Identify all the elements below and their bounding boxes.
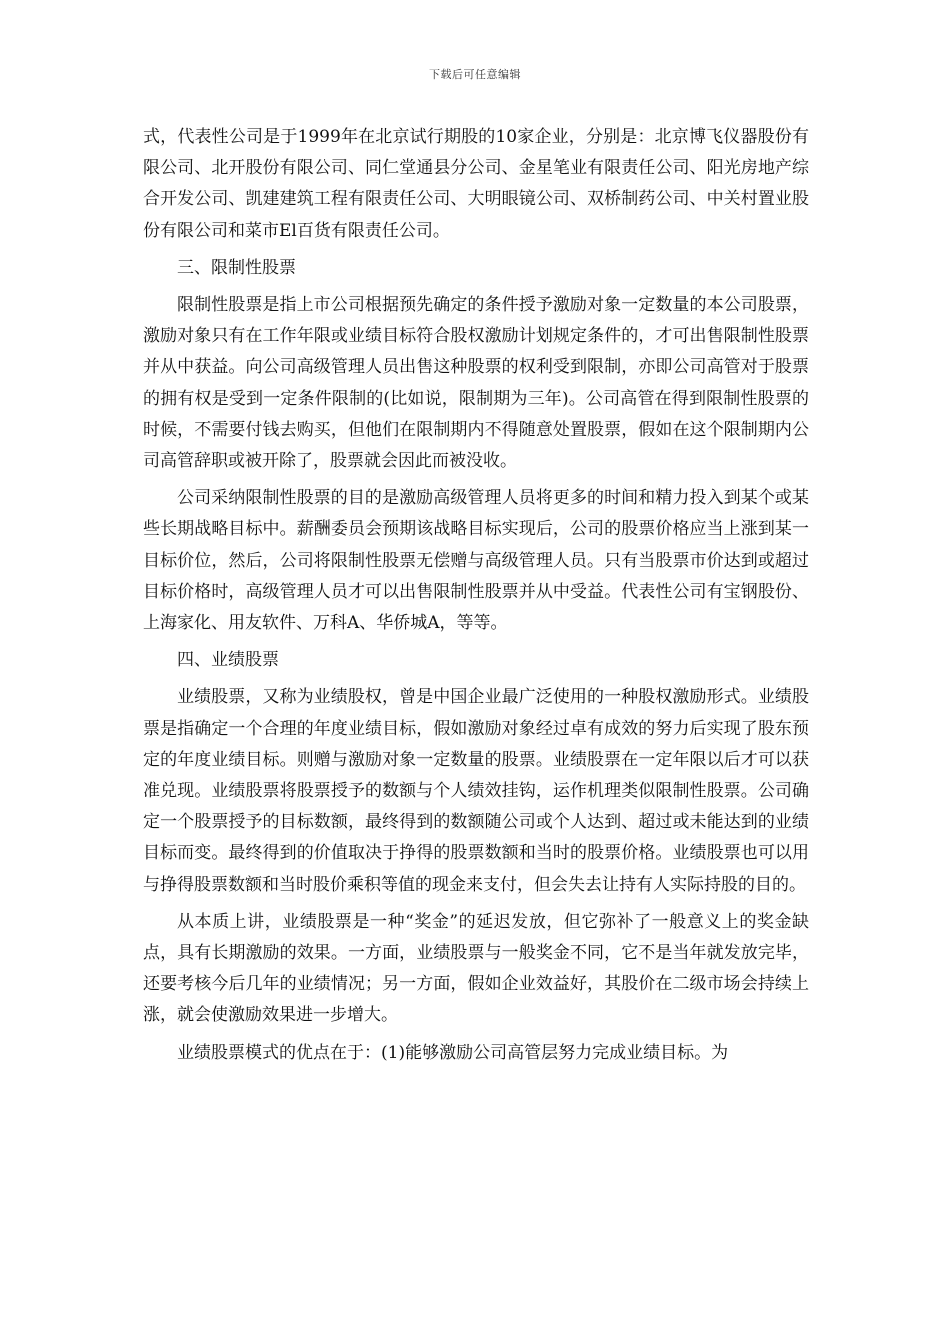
page-header: 下载后可任意编辑 xyxy=(429,68,521,81)
paragraph-performance-stock-advantages: 业绩股票模式的优点在于：(1)能够激励公司高管层努力完成业绩目标。为 xyxy=(177,1042,729,1063)
document-body xyxy=(143,122,809,1075)
paragraph-restricted-stock-purpose: 公司采纳限制性股票的目的是激励高级管理人员将更多的时间和精力投入到某个或某些长期战略目标中。薪酬委员会预期该战略目标实现后，公司的股票价格应当上涨到某一目标价位，然后，公司将限制性股票无偿赠与高级管理人员。只有当股票市价达到或超过目标价格时，高级管理人员才可以出售限制性股票并从中受益。代表性公司有宝钢股份、上海家化、用友软件、万科A、华侨城A，等等。 xyxy=(143,488,809,634)
paragraph-performance-stock-definition: 业绩股票，又称为业绩股权，曾是中国企业最广泛使用的一种股权激励形式。业绩股票是指确定一个合理的年度业绩目标，假如激励对象经过卓有成效的努力后实现了股东预定的年度业绩目标。则赠与激励对象一定数量的股票。业绩股票在一定年限以后才可以获准兑现。业绩股票将股票授予的数额与个人绩效挂钩，运作机理类似限制性股票。公司确定一个股票授予的目标数额，最终得到的数额随公司或个人达到、超过或未能达到的业绩目标而变。最终得到的价值取决于挣得的股票数额和当时的股票价格。业绩股票也可以用与挣得股票数额和当时股价乘积等值的现金来支付，但会失去让持有人实际持股的目的。 xyxy=(143,687,809,895)
paragraph-restricted-stock-definition: 限制性股票是指上市公司根据预先确定的条件授予激励对象一定数量的本公司股票，激励对象只有在工作年限或业绩目标符合股权激励计划规定条件的，才可出售限制性股票并从中获益。向公司高级管理人员出售这种股票的权利受到限制，亦即公司高管对于股票的拥有权是受到一定条件限制的(比如说，限制期为三年)。公司高管在得到限制性股票的时候，不需要付钱去购买，但他们在限制期内不得随意处置股票，假如在这个限制期内公司高管辞职或被开除了，股票就会因此而被没收。 xyxy=(143,295,809,472)
section-heading-performance-stock: 四、业绩股票 xyxy=(177,650,279,671)
paragraph-continuation: 式，代表性公司是于1999年在北京试行期股的10家企业，分别是：北京博飞仪器股份有限公司、北开股份有限公司、同仁堂通县分公司、金星笔业有限责任公司、阳光房地产综合开发公司、凯建建筑工程有限责任公司、大明眼镜公司、双桥制药公司、中关村置业股份有限公司和菜市El百货有限责任公司。 xyxy=(143,127,809,241)
paragraph-performance-stock-essence: 从本质上讲，业绩股票是一种“奖金”的延迟发放，但它弥补了一般意义上的奖金缺点，具有长期激励的效果。一方面，业绩股票与一般奖金不同，它不是当年就发放完毕，还要考核今后几年的业绩情况；另一方面，假如企业效益好，其股价在二级市场会持续上涨，就会使激励效果进一步增大。 xyxy=(143,911,809,1026)
section-heading-restricted-stock: 三、限制性股票 xyxy=(177,257,296,278)
